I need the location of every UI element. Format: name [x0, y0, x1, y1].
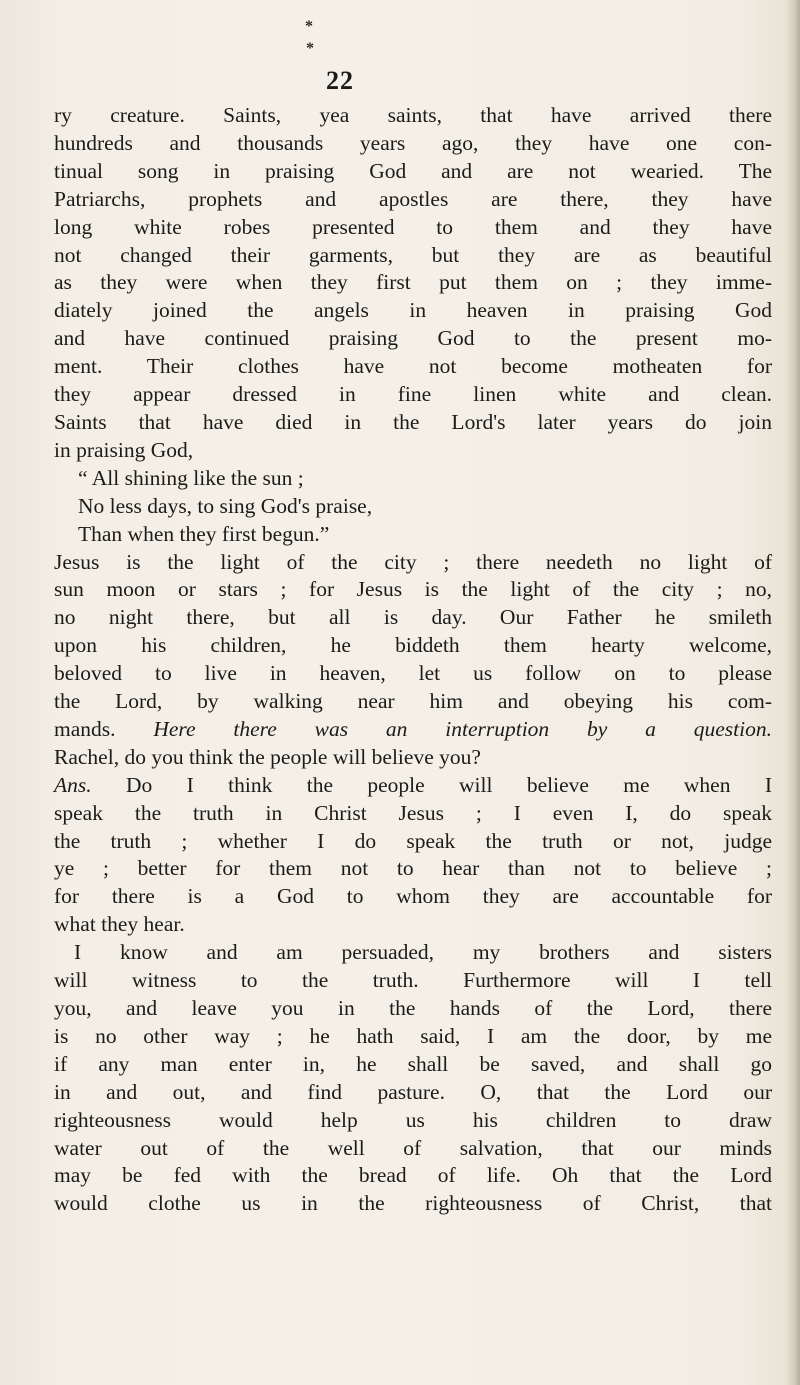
text-line: the Lord, by walking near him and obeying his com- — [54, 689, 772, 714]
page-number: 22 — [326, 66, 354, 95]
answer-label: Ans. — [54, 772, 92, 797]
text-line: Patriarchs, prophets and apostles are there, they have — [54, 186, 772, 211]
text-line: beloved to live in heaven, let us follow on to please — [54, 661, 772, 686]
text-line: Jesus is the light of the city ; there needeth no light of — [54, 549, 772, 574]
text-line: in and out, and find pasture. O, that the Lord our — [54, 1079, 772, 1104]
verse-line: “ All shining like the sun ; — [78, 465, 304, 490]
printer-mark: * — [305, 18, 313, 35]
text-line: if any man enter in, he shall be saved, and shall go — [54, 1051, 772, 1076]
text-line: ye ; better for them not to hear than not to believe ; — [54, 856, 772, 881]
text-line: you, and leave you in the hands of the Lord, there — [54, 996, 772, 1020]
text-line: ment. Their clothes have not become motheaten for — [54, 354, 772, 379]
text-line: no night there, but all is day. Our Father he smileth — [54, 605, 772, 630]
text-line: water out of the well of salvation, that our minds — [54, 1135, 772, 1160]
body-text — [54, 102, 772, 1218]
text-line: long white robes presented to them and they have — [54, 214, 772, 239]
text-line: Saints that have died in the Lord's later years do join — [54, 409, 772, 434]
text-line — [54, 716, 772, 744]
text-line: may be fed with the bread of life. Oh that the Lord — [54, 1163, 772, 1188]
text-line: and have continued praising God to the present mo- — [54, 326, 772, 351]
text-line: what they hear. — [54, 912, 185, 937]
text-line: is no other way ; he hath said, I am the door, by me — [54, 1023, 772, 1048]
text-line: ry creature. Saints, yea saints, that have arrived there — [54, 103, 772, 127]
text-line: they appear dressed in fine linen white and clean. — [54, 382, 772, 407]
text-line: for there is a God to whom they are accountable for — [54, 884, 772, 909]
text-segment: Do I think the people will believe me when I — [91, 772, 772, 797]
text-line: speak the truth in Christ Jesus ; I even I, do speak — [54, 800, 772, 825]
text-line — [54, 772, 772, 800]
text-line: tinual song in praising God and are not wearied. The — [54, 158, 772, 183]
text-line: righteousness would help us his children to draw — [54, 1107, 772, 1132]
page-edge-shadow — [786, 0, 800, 1385]
text-line: would clothe us in the righteousness of Christ, that — [54, 1191, 772, 1216]
text-line: will witness to the truth. Furthermore will I tell — [54, 968, 772, 993]
text-line: I know and am persuaded, my brothers and sisters — [74, 940, 772, 965]
text-line: upon his children, he biddeth them hearty welcome, — [54, 633, 772, 658]
text-segment: mands. — [54, 716, 154, 741]
verse-line: No less days, to sing God's praise, — [78, 493, 373, 518]
verse-line: Than when they first begun.” — [78, 521, 330, 546]
italic-interruption: Here there was an interruption by a question. — [153, 716, 772, 741]
text-line: not changed their garments, but they are as beautiful — [54, 242, 772, 267]
text-line: sun moon or stars ; for Jesus is the light of the city ; no, — [54, 577, 772, 602]
text-line: as they were when they first put them on ; they imme- — [54, 270, 772, 295]
text-line: in praising God, — [54, 437, 194, 462]
printer-mark: * — [306, 40, 314, 57]
text-line: diately joined the angels in heaven in praising God — [54, 298, 772, 323]
text-line: hundreds and thousands years ago, they have one con- — [54, 130, 772, 155]
text-line: Rachel, do you think the people will believe you? — [54, 744, 481, 769]
text-line: the truth ; whether I do speak the truth or not, judge — [54, 828, 772, 853]
